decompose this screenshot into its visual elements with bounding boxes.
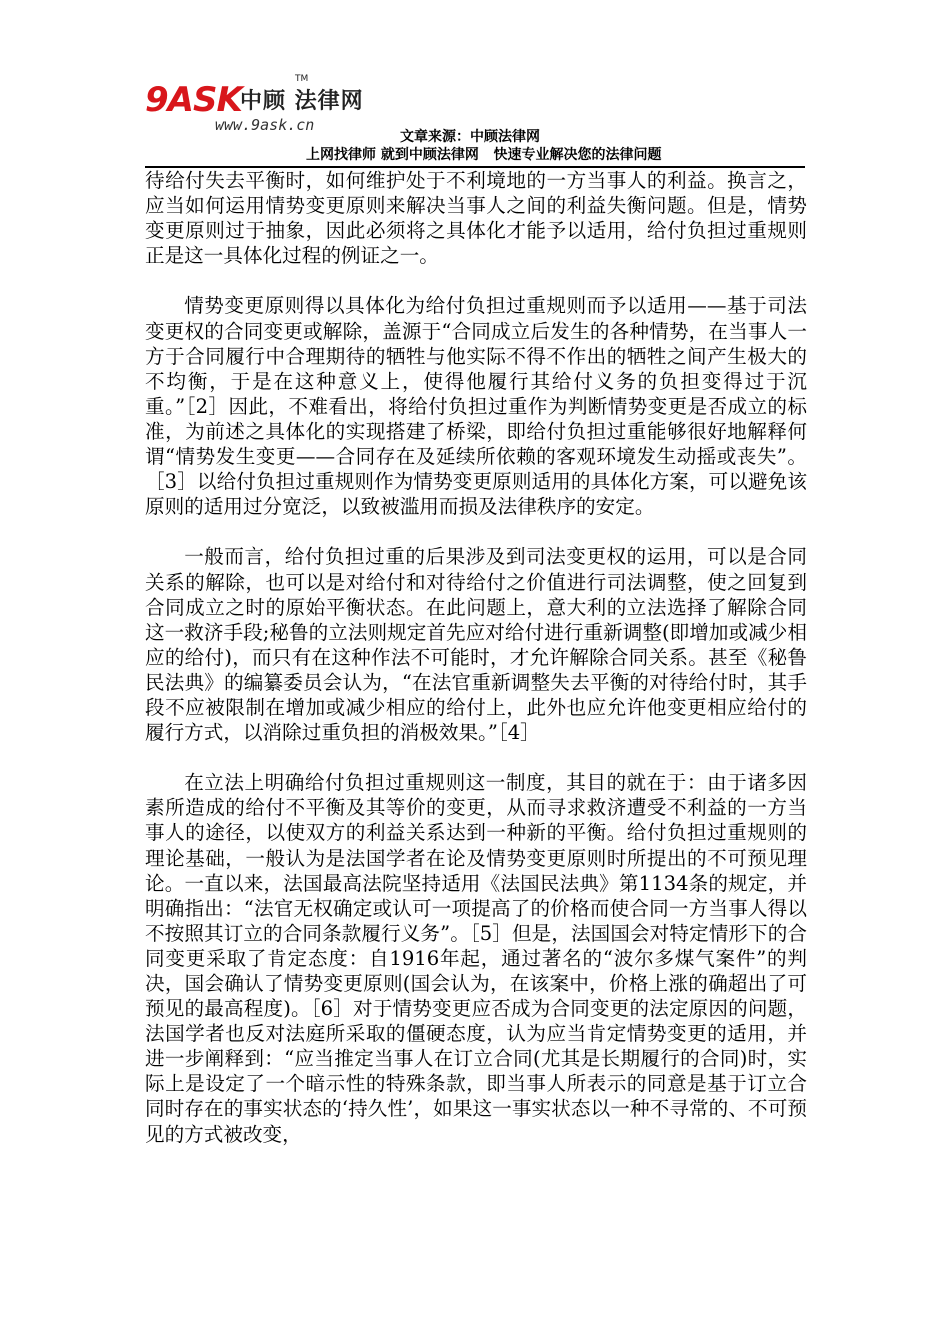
paragraph-3: 一般而言，给付负担过重的后果涉及到司法变更权的运用，可以是合同关系的解除，也可以是对给付和对待给付之价值进行司法调整，使之回复到合同成立之时的原始平衡状态。在此问题上，意大利的立法选择了解除合同这一救济手段;秘鲁的立法则规定首先应对给付进行重新调整(即增加或减少相应的给付)，而只有在这种作法不可能时，才允许解除合同关系。甚至《秘鲁民法典》的编纂委员会认为，“在法官重新调整失去平衡的对待给付时，其手段不应被限制在增加或减少相应的给付上，此外也应允许他变更相应给付的履行方式，以消除过重负担的消极效果。”［4］ xyxy=(145,545,807,745)
article-body xyxy=(145,168,807,1172)
paragraph-4: 在立法上明确给付负担过重规则这一制度，其目的就在于：由于诸多因素所造成的给付不平衡及其等价的变更，从而寻求救济遭受不利益的一方当事人的途径，以使双方的利益关系达到一种新的平衡。给付负担过重规则的理论基础，一般认为是法国学者在论及情势变更原则时所提出的不可预见理论。一直以来，法国最高法院坚持适用《法国民法典》第1134条的规定，并明确指出：“法官无权确定或认可一项提高了的价格而使合同一方当事人得以不按照其订立的合同条款履行义务”。［5］但是，法国国会对特定情形下的合同变更采取了肯定态度：自1916年起，通过著名的“波尔多煤气案件”的判决，国会确认了情势变更原则(国会认为，在该案中，价格上涨的确超出了可预见的最高程度)。［6］对于情势变更应否成为合同变更的法定原因的问题，法国学者也反对法庭所采取的僵硬态度，认为应当肯定情势变更的适用，并进一步阐释到：“应当推定当事人在订立合同(尤其是长期履行的合同)时，实际上是设定了一个暗示性的特殊条款，即当事人所表示的同意是基于订立合同时存在的事实状态的‘持久性’，如果这一事实状态以一种不寻常的、不可预见的方式被改变， xyxy=(145,771,807,1146)
paragraph-1: 待给付失去平衡时，如何维护处于不利境地的一方当事人的利益。换言之，应当如何运用情势变更原则来解决当事人之间的利益失衡问题。但是，情势变更原则过于抽象，因此必须将之具体化才能予以适用，给付负担过重规则正是这一具体化过程的例证之一。 xyxy=(145,169,807,268)
trademark-badge: TM xyxy=(295,74,309,84)
paragraph-2: 情势变更原则得以具体化为给付负担过重规则而予以适用——基于司法变更权的合同变更或解除，盖源于“合同成立后发生的各种情势，在当事人一方于合同履行中合理期待的牺牲与他实际不得不作出的牺牲之间产生极大的不均衡，于是在这种意义上，使得他履行其给付义务的负担变得过于沉重。”［2］因此，不难看出，将给付负担过重作为判断情势变更是否成立的标准，为前述之具体化的实现搭建了桥梁，即给付负担过重能够很好地解释何谓“情势发生变更——合同存在及延续所依赖的客观环境发生动摇或丧失”。［3］以给付负担过重规则作为情势变更原则适用的具体化方案，可以避免该原则的适用过分宽泛，以致被滥用而损及法律秩序的安定。 xyxy=(145,294,807,519)
logo-mark: 9ASK xyxy=(145,80,242,120)
site-tagline: 上网找律师 就到中顾法律网 快速专业解决您的法律问题 xyxy=(306,147,662,163)
logo-url: www.9ask.cn xyxy=(215,116,315,134)
article-source: 文章来源：中顾法律网 xyxy=(400,129,540,145)
site-logo[interactable] xyxy=(145,74,395,140)
logo-chinese-name: 中顾 法律网 xyxy=(240,89,364,114)
